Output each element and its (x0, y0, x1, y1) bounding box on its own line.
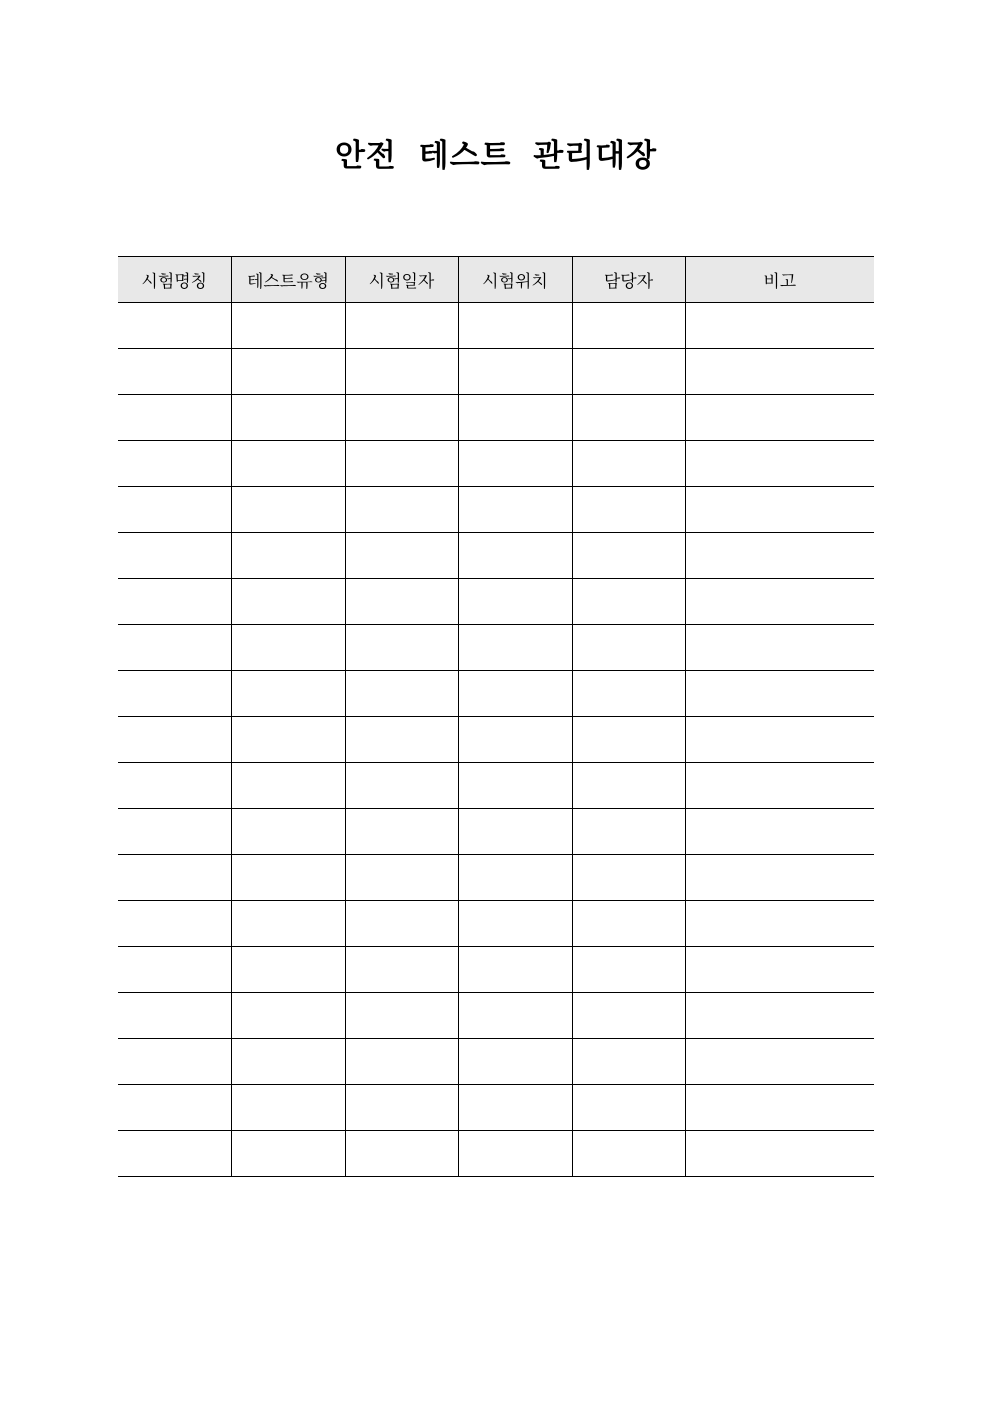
cell-remarks[interactable] (685, 993, 874, 1039)
cell-test-date[interactable] (345, 993, 458, 1039)
header-test-date: 시험일자 (345, 257, 458, 303)
cell-test-type[interactable] (231, 717, 345, 763)
table-row (118, 303, 874, 349)
cell-test-location[interactable] (458, 947, 572, 993)
document-title: 안전 테스트 관리대장 (334, 138, 658, 174)
table-row (118, 763, 874, 809)
cell-test-date[interactable] (345, 947, 458, 993)
table-row (118, 947, 874, 993)
cell-test-name[interactable] (118, 533, 231, 579)
cell-test-location[interactable] (458, 1085, 572, 1131)
cell-person-in-charge[interactable] (572, 1085, 685, 1131)
cell-test-name[interactable] (118, 1039, 231, 1085)
cell-test-location[interactable] (458, 395, 572, 441)
cell-remarks[interactable] (685, 533, 874, 579)
cell-test-date[interactable] (345, 1085, 458, 1131)
cell-remarks[interactable] (685, 395, 874, 441)
cell-test-date[interactable] (345, 487, 458, 533)
table-row (118, 1131, 874, 1177)
header-remarks: 비고 (685, 257, 874, 303)
table-row (118, 1085, 874, 1131)
cell-test-name[interactable] (118, 625, 231, 671)
header-person-in-charge: 담당자 (572, 257, 685, 303)
table-row (118, 625, 874, 671)
cell-test-type[interactable] (231, 901, 345, 947)
cell-remarks[interactable] (685, 947, 874, 993)
cell-test-name[interactable] (118, 947, 231, 993)
cell-test-type[interactable] (231, 947, 345, 993)
table-row (118, 487, 874, 533)
cell-test-name[interactable] (118, 487, 231, 533)
cell-remarks[interactable] (685, 1085, 874, 1131)
cell-remarks[interactable] (685, 809, 874, 855)
cell-test-date[interactable] (345, 901, 458, 947)
cell-test-name[interactable] (118, 855, 231, 901)
cell-test-name[interactable] (118, 579, 231, 625)
cell-test-location[interactable] (458, 763, 572, 809)
cell-test-name[interactable] (118, 809, 231, 855)
table-row (118, 1039, 874, 1085)
cell-test-type[interactable] (231, 1085, 345, 1131)
cell-person-in-charge[interactable] (572, 763, 685, 809)
cell-remarks[interactable] (685, 441, 874, 487)
cell-test-name[interactable] (118, 1085, 231, 1131)
cell-remarks[interactable] (685, 855, 874, 901)
cell-test-type[interactable] (231, 395, 345, 441)
cell-test-date[interactable] (345, 625, 458, 671)
cell-test-location[interactable] (458, 303, 572, 349)
cell-remarks[interactable] (685, 625, 874, 671)
cell-test-name[interactable] (118, 349, 231, 395)
cell-person-in-charge[interactable] (572, 303, 685, 349)
cell-person-in-charge[interactable] (572, 533, 685, 579)
cell-person-in-charge[interactable] (572, 947, 685, 993)
cell-test-name[interactable] (118, 441, 231, 487)
cell-remarks[interactable] (685, 1131, 874, 1177)
cell-test-location[interactable] (458, 579, 572, 625)
cell-person-in-charge[interactable] (572, 717, 685, 763)
cell-remarks[interactable] (685, 1039, 874, 1085)
cell-person-in-charge[interactable] (572, 441, 685, 487)
cell-test-date[interactable] (345, 671, 458, 717)
cell-test-location[interactable] (458, 855, 572, 901)
safety-test-log-table (118, 256, 874, 1177)
cell-test-name[interactable] (118, 1131, 231, 1177)
cell-test-location[interactable] (458, 625, 572, 671)
table-row (118, 993, 874, 1039)
table-row (118, 855, 874, 901)
cell-test-name[interactable] (118, 303, 231, 349)
cell-remarks[interactable] (685, 763, 874, 809)
cell-test-name[interactable] (118, 763, 231, 809)
cell-person-in-charge[interactable] (572, 993, 685, 1039)
cell-person-in-charge[interactable] (572, 349, 685, 395)
cell-test-date[interactable] (345, 717, 458, 763)
cell-test-type[interactable] (231, 809, 345, 855)
table-row (118, 395, 874, 441)
cell-test-type[interactable] (231, 1039, 345, 1085)
cell-test-type[interactable] (231, 625, 345, 671)
header-test-location: 시험위치 (458, 257, 572, 303)
table-row (118, 717, 874, 763)
table-row (118, 533, 874, 579)
cell-remarks[interactable] (685, 579, 874, 625)
cell-test-type[interactable] (231, 671, 345, 717)
cell-test-location[interactable] (458, 809, 572, 855)
cell-test-type[interactable] (231, 303, 345, 349)
cell-person-in-charge[interactable] (572, 487, 685, 533)
cell-test-date[interactable] (345, 303, 458, 349)
cell-test-date[interactable] (345, 855, 458, 901)
cell-remarks[interactable] (685, 349, 874, 395)
cell-test-type[interactable] (231, 763, 345, 809)
cell-test-type[interactable] (231, 579, 345, 625)
cell-test-location[interactable] (458, 533, 572, 579)
cell-remarks[interactable] (685, 901, 874, 947)
table-row (118, 901, 874, 947)
cell-person-in-charge[interactable] (572, 901, 685, 947)
cell-test-date[interactable] (345, 441, 458, 487)
table-header-row (118, 257, 874, 303)
table-row (118, 671, 874, 717)
cell-remarks[interactable] (685, 671, 874, 717)
cell-person-in-charge[interactable] (572, 1131, 685, 1177)
cell-test-location[interactable] (458, 901, 572, 947)
cell-person-in-charge[interactable] (572, 671, 685, 717)
cell-person-in-charge[interactable] (572, 855, 685, 901)
cell-test-date[interactable] (345, 395, 458, 441)
cell-remarks[interactable] (685, 487, 874, 533)
cell-test-name[interactable] (118, 671, 231, 717)
cell-person-in-charge[interactable] (572, 579, 685, 625)
cell-test-location[interactable] (458, 993, 572, 1039)
cell-test-date[interactable] (345, 349, 458, 395)
cell-test-location[interactable] (458, 441, 572, 487)
cell-remarks[interactable] (685, 303, 874, 349)
table-body (118, 303, 874, 1177)
cell-test-location[interactable] (458, 487, 572, 533)
cell-test-date[interactable] (345, 1039, 458, 1085)
header-test-name: 시험명칭 (118, 257, 231, 303)
cell-test-name[interactable] (118, 717, 231, 763)
cell-test-type[interactable] (231, 349, 345, 395)
table-row (118, 441, 874, 487)
cell-test-name[interactable] (118, 395, 231, 441)
table-row (118, 349, 874, 395)
cell-test-date[interactable] (345, 579, 458, 625)
cell-test-date[interactable] (345, 533, 458, 579)
cell-test-date[interactable] (345, 809, 458, 855)
cell-test-type[interactable] (231, 855, 345, 901)
cell-test-location[interactable] (458, 671, 572, 717)
cell-test-location[interactable] (458, 1131, 572, 1177)
cell-test-date[interactable] (345, 763, 458, 809)
cell-test-name[interactable] (118, 901, 231, 947)
cell-person-in-charge[interactable] (572, 625, 685, 671)
cell-test-location[interactable] (458, 349, 572, 395)
cell-person-in-charge[interactable] (572, 1039, 685, 1085)
cell-remarks[interactable] (685, 717, 874, 763)
cell-test-location[interactable] (458, 1039, 572, 1085)
cell-test-type[interactable] (231, 1131, 345, 1177)
cell-person-in-charge[interactable] (572, 809, 685, 855)
cell-test-name[interactable] (118, 993, 231, 1039)
cell-test-type[interactable] (231, 533, 345, 579)
cell-test-date[interactable] (345, 1131, 458, 1177)
cell-test-type[interactable] (231, 487, 345, 533)
cell-test-location[interactable] (458, 717, 572, 763)
table-row (118, 809, 874, 855)
table-row (118, 579, 874, 625)
cell-person-in-charge[interactable] (572, 395, 685, 441)
cell-test-type[interactable] (231, 993, 345, 1039)
header-test-type: 테스트유형 (231, 257, 345, 303)
cell-test-type[interactable] (231, 441, 345, 487)
